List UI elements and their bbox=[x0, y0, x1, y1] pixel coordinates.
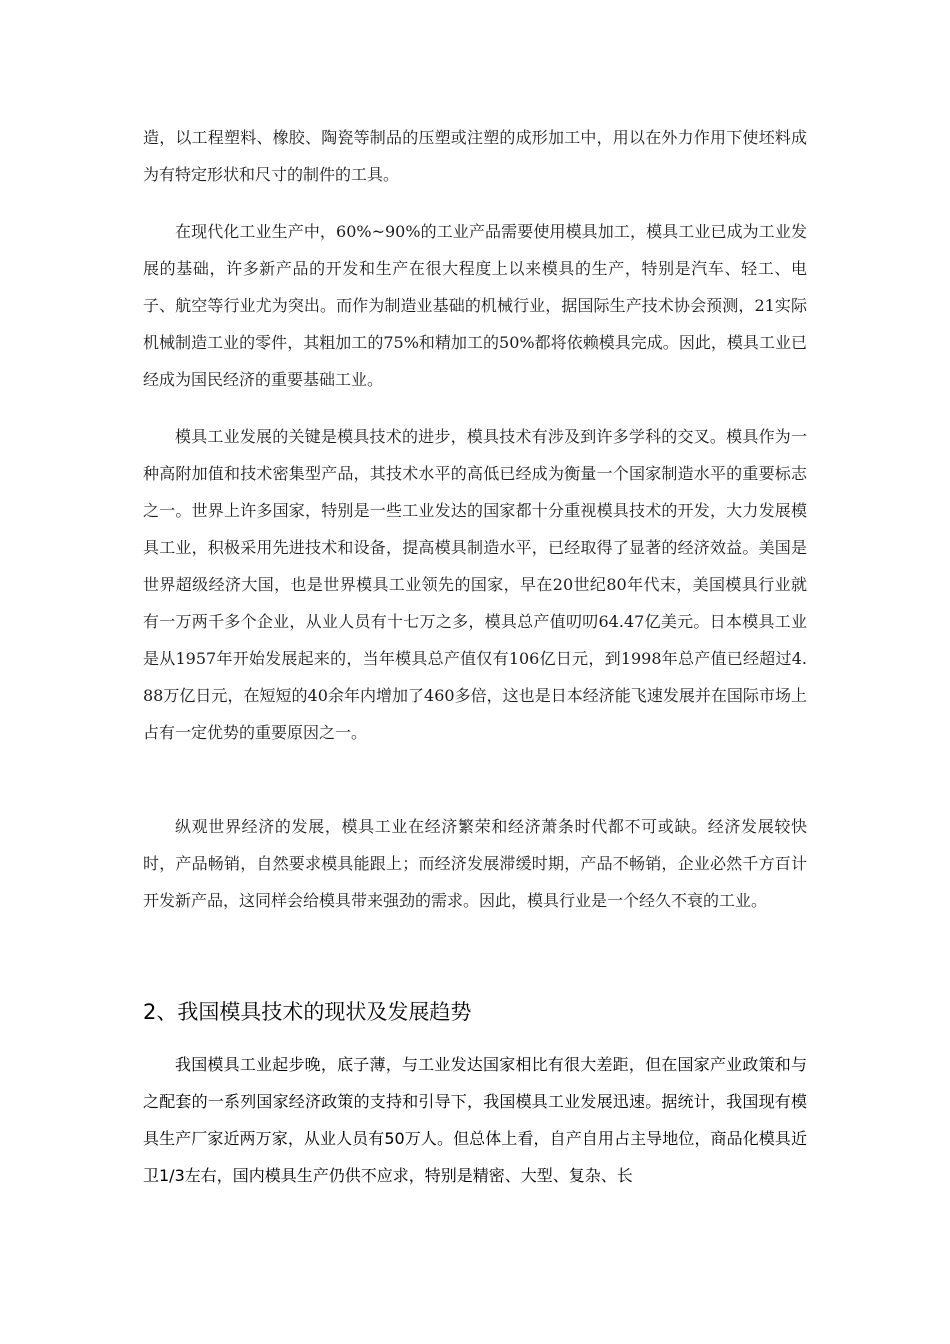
paragraph-mold-technology: 模具工业发展的关键是模具技术的进步，模具技术有涉及到许多学科的交叉。模具作为一种高附加值和技术密集型产品，其技术水平的高低已经成为衡量一个国家制造水平的重要标志之一。世界上许多国家，特别是一些工业发达的国家都十分重视模具技术的开发，大力发展模具工业，积极采用先进技术和设备，提高模具制造水平，已经取得了显著的经济效益。美国是世界超级经济大国，也是世界模具工业领先的国家，早在20世纪80年代末，美国模具行业就有一万两千多个企业，从业人员有十七万之多，模具总产值叨叨64.47亿美元。日本模具工业是从1957年开始发展起来的，当年模具总产值仅有106亿日元，到1998年总产值已经超过4.88万亿日元，在短短的40余年内增加了460多倍，这也是日本经济能飞速发展并在国际市场上占有一定优势的重要原因之一。 bbox=[143, 427, 807, 742]
paragraph-china-status: 我国模具工业起步晚，底子薄，与工业发达国家相比有很大差距，但在国家产业政策和与之配套的一系列国家经济政策的支持和引导下，我国模具工业发展迅速。据统计，我国现有模具生产厂家近两万家，从业人员有50万人。但总体上看，自产自用占主导地位，商品化模具近卫1/3左右，国内模具生产仍供不应求，特别是精密、大型、复杂、长 bbox=[143, 1055, 807, 1185]
paragraph-industry-basis: 在现代化工业生产中，60%~90%的工业产品需要使用模具加工，模具工业已成为工业发展的基础，许多新产品的开发和生产在很大程度上以来模具的生产，特别是汽车、轻工、电子、航空等行业尤为突出。而作为制造业基础的机械行业，据国际生产技术协会预测，21实际机械制造工业的零件，其粗加工的75%和精加工的50%都将依赖模具完成。因此，模具工业已经成为国民经济的重要基础工业。 bbox=[143, 222, 807, 389]
section-heading: 2、我国模具技术的现状及发展趋势 bbox=[143, 1000, 472, 1024]
paragraph-world-economy: 纵观世界经济的发展，模具工业在经济繁荣和经济萧条时代都不可或缺。经济发展较快时，产品畅销，自然要求模具能跟上；而经济发展滞缓时期，产品不畅销，企业必然千方百计开发新产品，这同样会给模具带来强劲的需求。因此，模具行业是一个经久不衰的工业。 bbox=[143, 817, 807, 910]
paragraph-continued: 造，以工程塑料、橡胶、陶瓷等制品的压塑或注塑的成形加工中，用以在外力作用下使坯料成为有特定形状和尺寸的制件的工具。 bbox=[143, 128, 807, 184]
